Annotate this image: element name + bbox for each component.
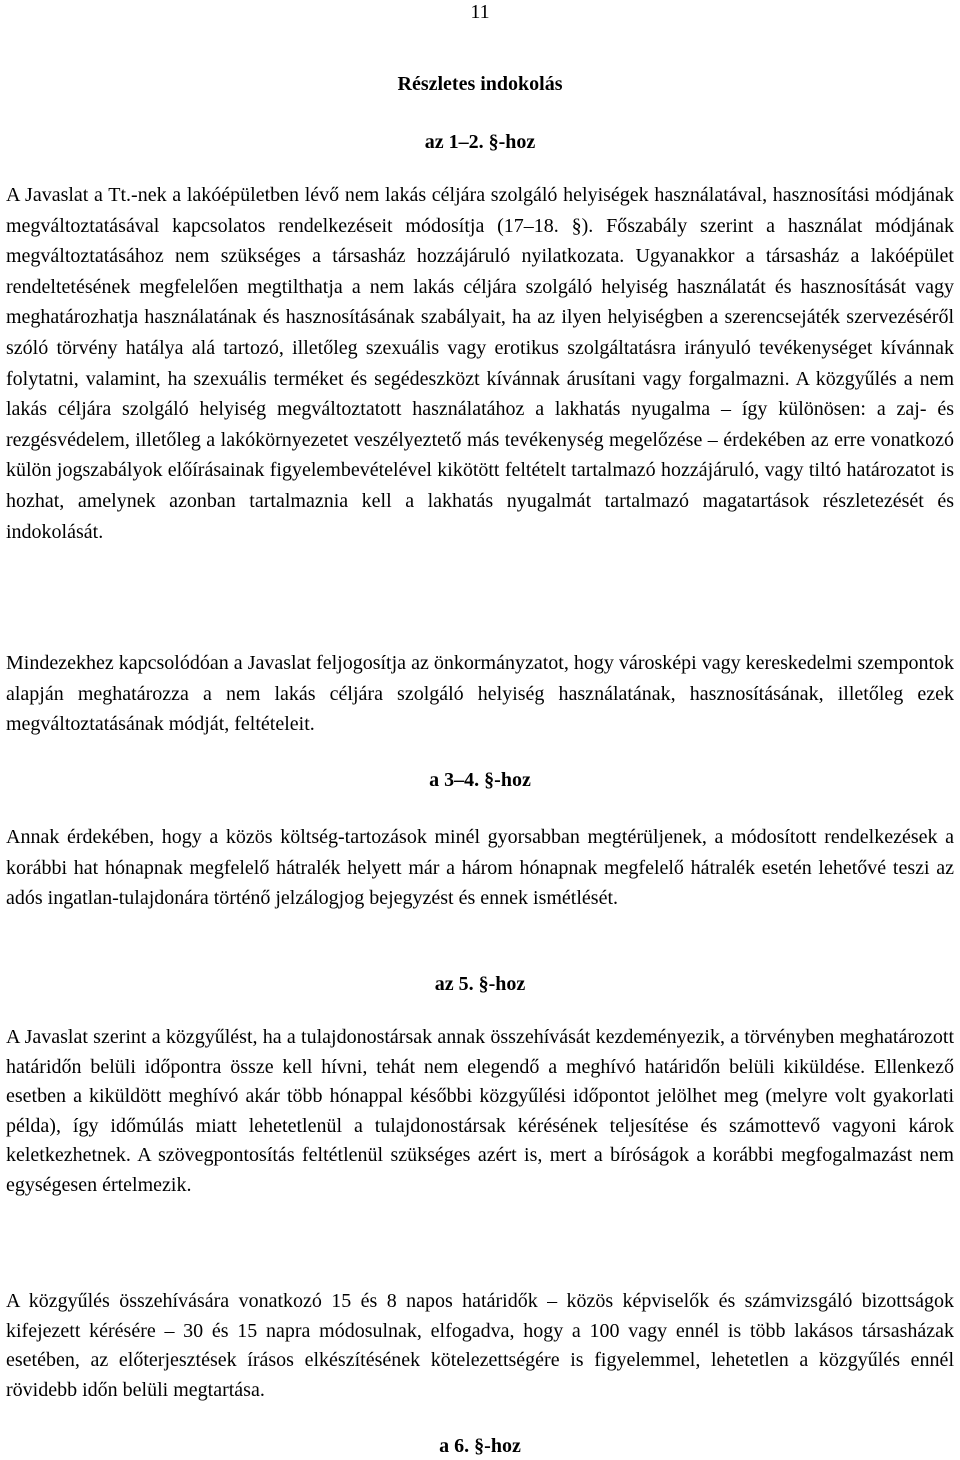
paragraph: A közgyűlés összehívására vonatkozó 15 és 8 napos határidők – közös képviselők és számvizsgáló bizottságok kifejezett kérésére – 30 és 15 napra módosulnak, elfogadva, hogy a 100 vagy ennél is több lakásos társasházak esetében, az előterjesztések írásos elkészítésének kötelezettségére is figyelemmel, lehetetlen a közgyűlés ennél rövidebb időn belüli megtartása.	[6, 1290, 954, 1401]
section-heading: az 5. §-hoz	[434, 973, 526, 995]
section-heading: az 1–2. §-hoz	[424, 131, 536, 153]
section-heading: a 3–4. §-hoz	[429, 769, 531, 791]
page-number: 11	[470, 1, 490, 23]
document-title: Részletes indokolás	[397, 73, 563, 95]
paragraph: Annak érdekében, hogy a közös költség-tartozások minél gyorsabban megtérüljenek, a módosított rendelkezések a korábbi hat hónapnak megfelelő hátralék helyett már a három hónapnak megfelelő hátralék esetén lehetővé teszi az adós ingatlan-tulajdonára történő jelzálogjog bejegyzést és ennek ismétlését.	[6, 826, 954, 910]
paragraph: A Javaslat a Tt.-nek a lakóépületben lévő nem lakás céljára szolgáló helyiségek használatával, hasznosítási módjának megváltoztatásával kapcsolatos rendelkezéseit módosítja (17–18. §). Főszabály szerint a használat módjának megváltoztatásához nem szükséges a társasház hozzájáruló nyilatkozata. Ugyanakkor a társasház a lakóépület rendeltetésének megfelelően megtilthatja a nem lakás céljára szolgáló helyiség használatát és hasznosítását vagy meghatározhatja használatának és hasznosításának szabályait, ha az ilyen helyiségben a szerencsejáték szervezéséről szóló törvény hatálya alá tartozó, illetőleg szexuális vagy erotikus szolgáltatásra irányuló tevékenységet kívánnak folytatni, valamint, ha szexuális terméket és segédeszközt kívánnak árusítani vagy forgalmazni. A közgyűlés a nem lakás céljára szolgáló helyiség megváltoztatott használatához a lakhatás nyugalma – így különösen: a zaj- és rezgésvédelem, illetőleg a lakókörnyezetet veszélyeztető más tevékenység megelőzése – érdekében az erre vonatkozó külön jogszabályok előírásainak figyelembevételével kikötött feltételt tartalmazó hozzájáruló, vagy tiltó határozatot is hozhat, amelynek azonban tartalmaznia kell a lakhatás nyugalmát tartalmazó magatartások részletezését és indokolását.	[6, 184, 954, 543]
section-heading: a 6. §-hoz	[439, 1435, 521, 1457]
paragraph: Mindezekhez kapcsolódóan a Javaslat feljogosítja az önkormányzatot, hogy városképi vagy kereskedelmi szempontok alapján meghatározza a nem lakás céljára szolgáló helyiség használatának, hasznosításának, illetőleg ezek megváltoztatásának módját, feltételeit.	[6, 652, 954, 736]
paragraph: A Javaslat szerint a közgyűlést, ha a tulajdonostársak annak összehívását kezdeményezik, a törvényben meghatározott határidőn belüli időpontra össze kell hívni, tehát nem elegendő a meghívó határidőn belüli kiküldése. Ellenkező esetben a kiküldött meghívó akár több hónappal későbbi közgyűlési időpontot jelölhet meg (melyre volt gyakorlati példa), így időmúlás miatt lehetetlenül a tulajdonostársak kérésének teljesítése és számottevő vagyoni károk keletkezhetnek. A szövegpontosítás feltétlenül szükséges azért is, mert a bíróságok a korábbi megfogalmazást nem egységesen értelmezik.	[6, 1026, 954, 1196]
